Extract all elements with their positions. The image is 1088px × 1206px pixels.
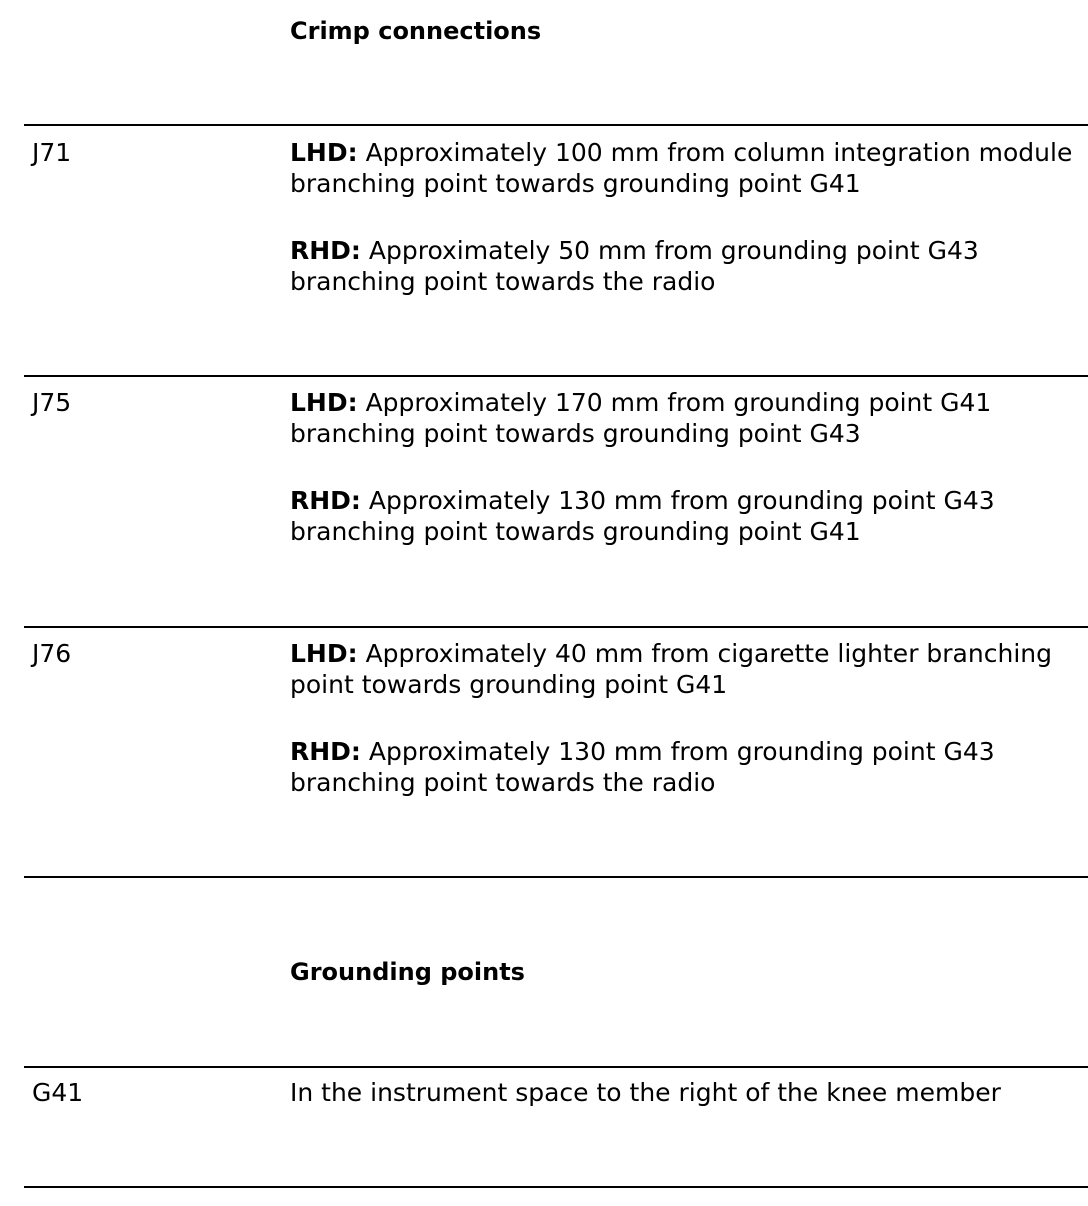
- lhd-label: LHD:: [290, 138, 358, 167]
- connection-code: J76: [32, 639, 72, 668]
- connection-description: [290, 387, 1080, 547]
- row-divider: [24, 1186, 1088, 1188]
- lhd-paragraph: [290, 387, 1080, 449]
- section-heading-crimp-connections: Crimp connections: [290, 17, 542, 45]
- row-divider: [24, 375, 1088, 377]
- lhd-text: Approximately 170 mm from grounding point G41 branching point towards grounding point G43: [290, 388, 992, 448]
- lhd-paragraph: [290, 137, 1080, 199]
- grounding-point-description: In the instrument space to the right of the knee member: [290, 1078, 1001, 1107]
- row-divider: [24, 1066, 1088, 1068]
- rhd-paragraph: [290, 736, 1080, 798]
- row-divider: [24, 124, 1088, 126]
- rhd-text: Approximately 130 mm from grounding point G43 branching point towards grounding point G41: [290, 486, 995, 546]
- lhd-text: Approximately 100 mm from column integration module branching point towards grounding point G41: [290, 138, 1073, 198]
- lhd-paragraph: [290, 638, 1080, 700]
- connection-description: [290, 137, 1080, 297]
- rhd-paragraph: [290, 235, 1080, 297]
- lhd-label: LHD:: [290, 639, 358, 668]
- row-divider: [24, 626, 1088, 628]
- rhd-label: RHD:: [290, 236, 361, 265]
- connection-code: J71: [32, 138, 72, 167]
- rhd-label: RHD:: [290, 737, 361, 766]
- rhd-text: Approximately 130 mm from grounding point G43 branching point towards the radio: [290, 737, 995, 797]
- connection-code: J75: [32, 388, 72, 417]
- rhd-label: RHD:: [290, 486, 361, 515]
- row-divider: [24, 876, 1088, 878]
- connection-description: [290, 638, 1080, 798]
- rhd-text: Approximately 50 mm from grounding point G43 branching point towards the radio: [290, 236, 979, 296]
- rhd-paragraph: [290, 485, 1080, 547]
- section-heading-grounding-points: Grounding points: [290, 958, 525, 986]
- grounding-point-code: G41: [32, 1078, 84, 1107]
- lhd-label: LHD:: [290, 388, 358, 417]
- lhd-text: Approximately 40 mm from cigarette lighter branching point towards grounding point G41: [290, 639, 1052, 699]
